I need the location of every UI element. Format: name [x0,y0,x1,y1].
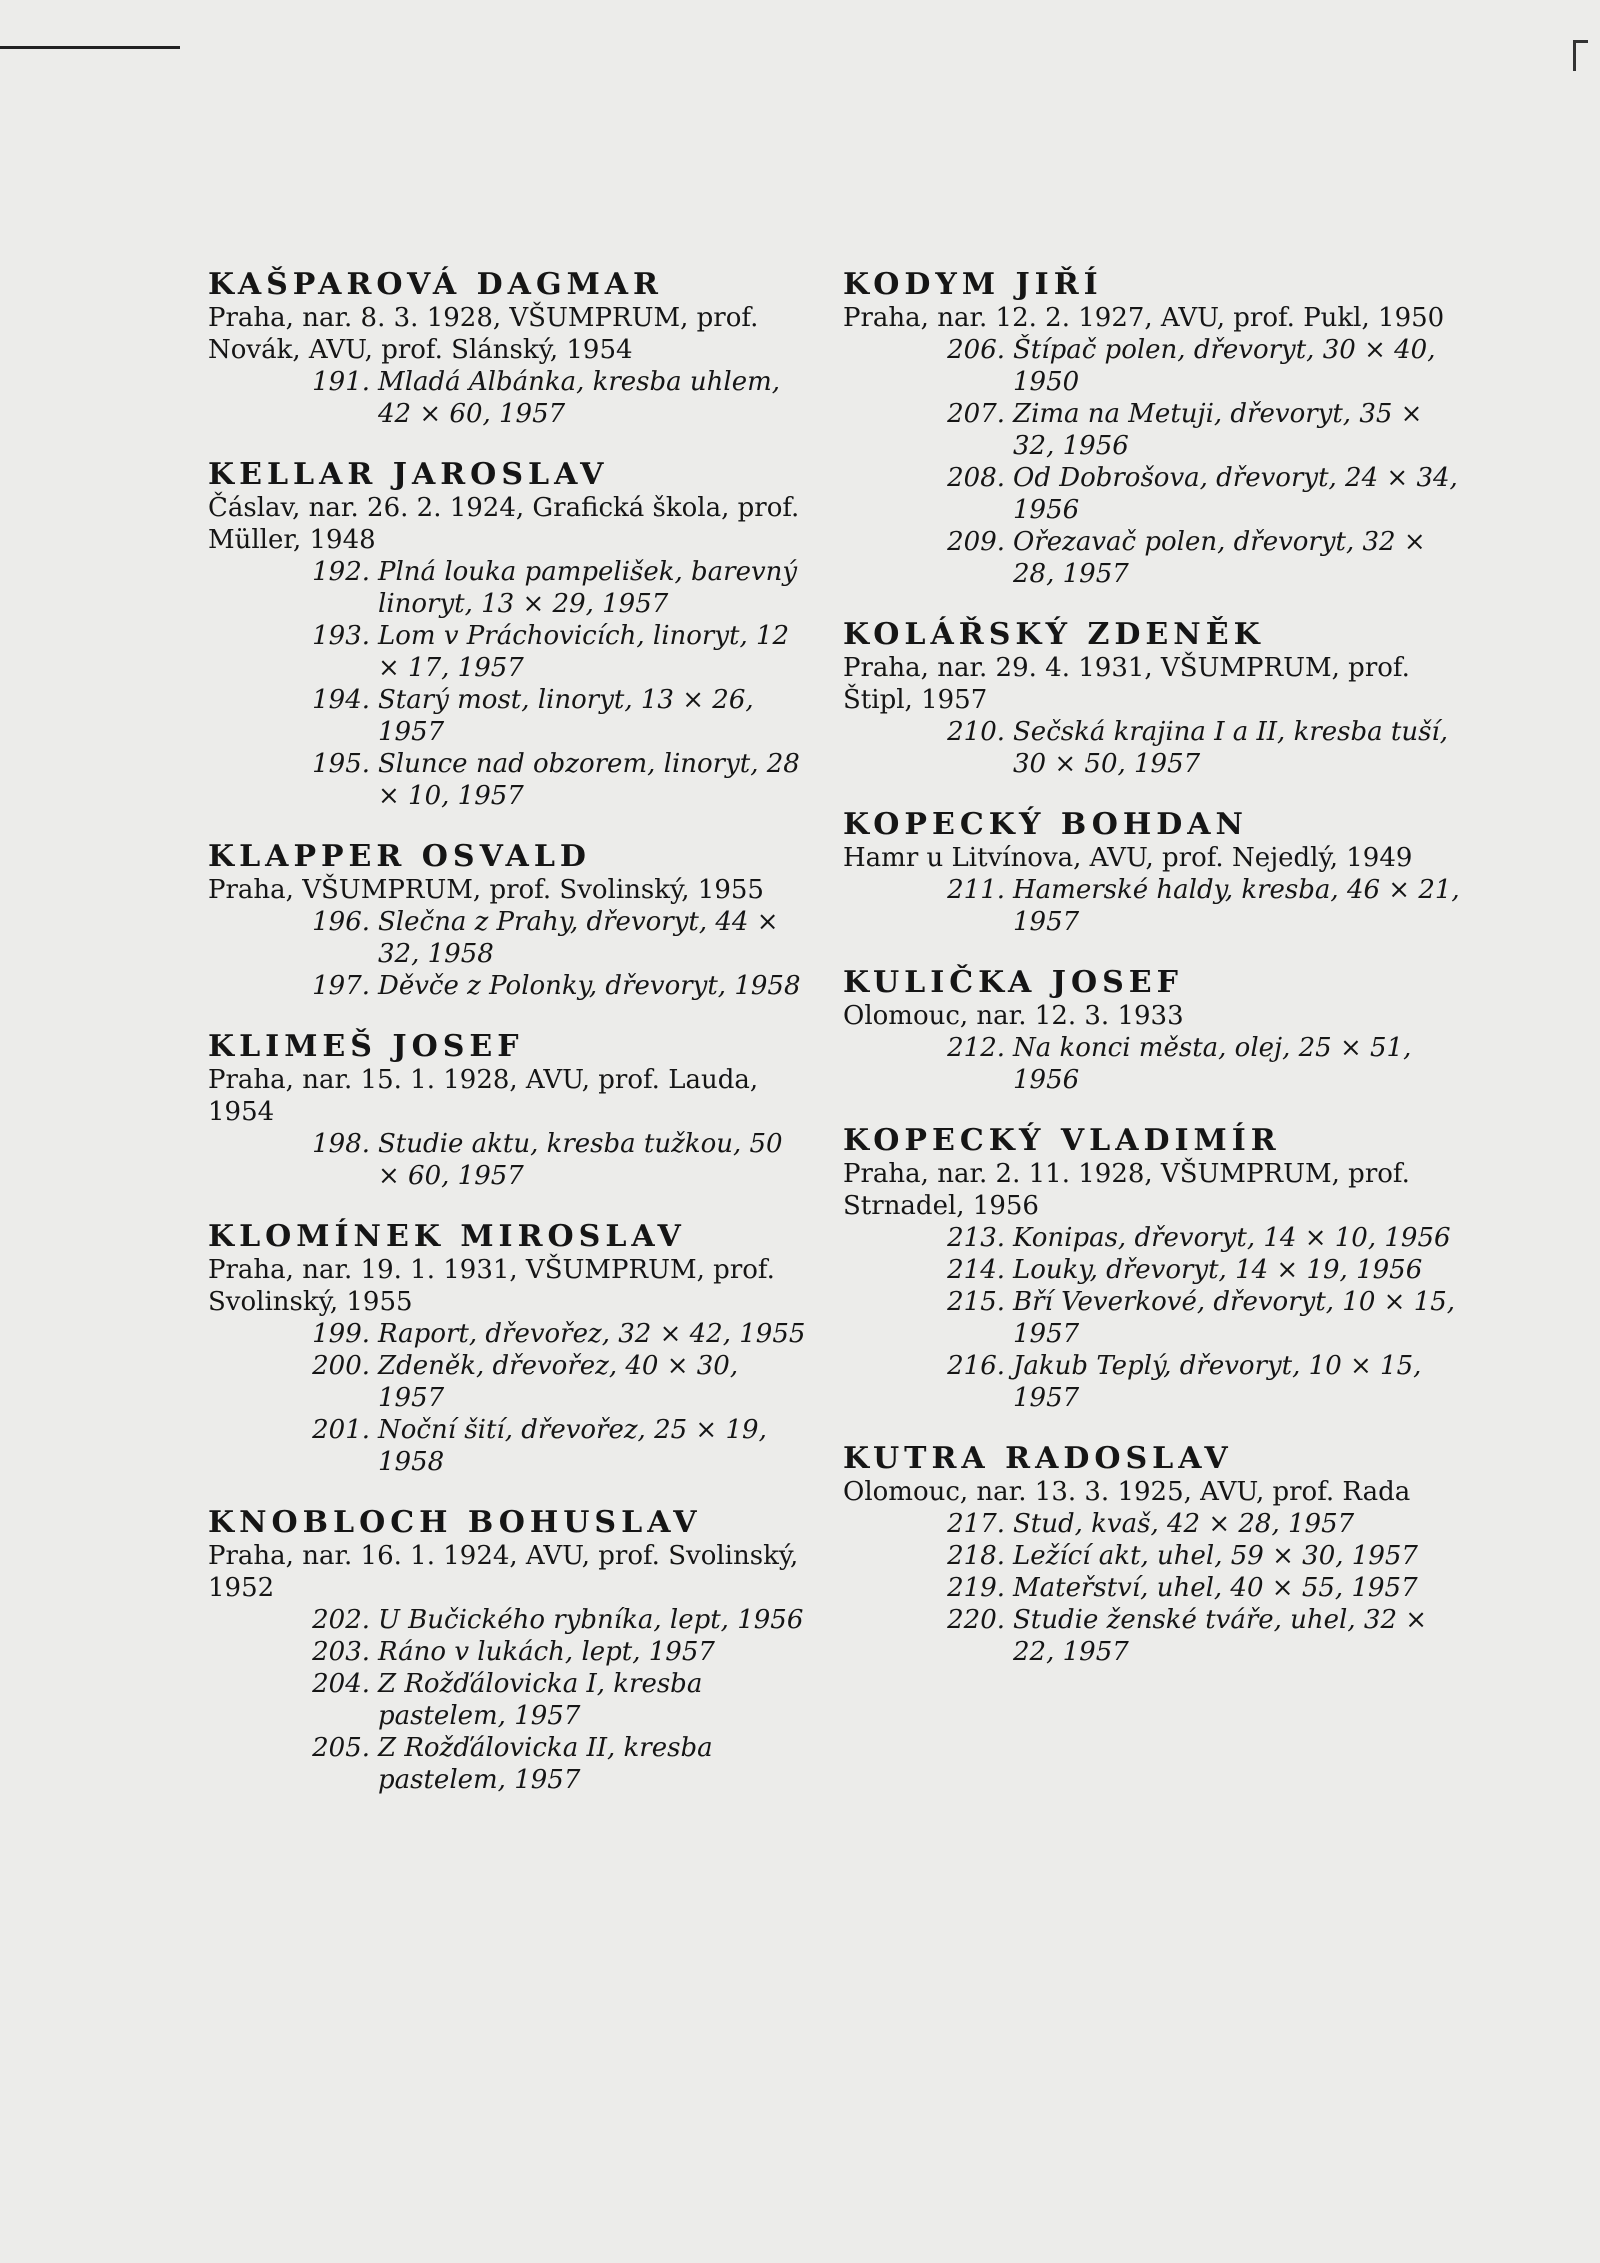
artist-entry [208,840,808,1002]
artwork-number: 213. [947,1223,1005,1253]
artwork-description: Stud, kvaš, 42 × 28, 1957 [1013,1509,1355,1539]
artist-name: KAŠPAROVÁ DAGMAR [208,267,663,302]
artwork-item [208,1414,808,1478]
artwork-item [843,1604,1463,1668]
artwork-item [208,1636,808,1668]
artwork-number: 214. [947,1255,1005,1285]
artwork-item [843,874,1463,938]
artwork-description: Hamerské haldy, kresba, 46 × 21, 1957 [1013,875,1460,937]
artwork-description: Bří Veverkové, dřevoryt, 10 × 15, 1957 [1013,1287,1456,1349]
artwork-item [843,1254,1463,1286]
artwork-item [208,1604,808,1636]
artist-bio: Praha, VŠUMPRUM, prof. Svolinský, 1955 [208,875,764,905]
artwork-description: Mladá Albánka, kresba uhlem, 42 × 60, 1957 [378,367,781,429]
catalog-column-right [843,268,1463,1696]
artist-name: KELLAR JAROSLAV [208,457,609,492]
artwork-item [208,748,808,812]
artwork-description: Zima na Metuji, dřevoryt, 35 × 32, 1956 [1013,399,1423,461]
artist-name: KNOBLOCH BOHUSLAV [208,1505,702,1540]
artwork-number: 220. [947,1605,1005,1635]
artist-bio: Praha, nar. 2. 11. 1928, VŠUMPRUM, prof. Strnadel, 1956 [843,1159,1410,1221]
artwork-number: 193. [312,621,370,651]
artwork-number: 212. [947,1033,1005,1063]
artist-name: KLAPPER OSVALD [208,839,591,874]
artwork-number: 215. [947,1287,1005,1317]
artist-bio: Praha, nar. 19. 1. 1931, VŠUMPRUM, prof. Svolinský, 1955 [208,1255,775,1317]
artist-entry [843,808,1463,938]
artwork-item [208,970,808,1002]
artist-name: KLOMÍNEK MIROSLAV [208,1219,686,1254]
artwork-item [208,620,808,684]
artist-entry [208,458,808,812]
artwork-item [208,1668,808,1732]
artist-entry [208,1220,808,1478]
artwork-item [843,1032,1463,1096]
artwork-description: Slunce nad obzorem, linoryt, 28 × 10, 1957 [378,749,800,811]
artwork-number: 199. [312,1319,370,1349]
artist-entry [208,1030,808,1192]
artwork-item [843,1572,1463,1604]
artwork-description: Štípač polen, dřevoryt, 30 × 40, 1950 [1013,335,1436,397]
artwork-description: Děvče z Polonky, dřevoryt, 1958 [378,971,801,1001]
artwork-number: 194. [312,685,370,715]
artwork-number: 191. [312,367,370,397]
artwork-number: 216. [947,1351,1005,1381]
artist-bio: Praha, nar. 8. 3. 1928, VŠUMPRUM, prof. Novák, AVU, prof. Slánský, 1954 [208,303,759,365]
artist-entry [208,268,808,430]
artwork-item [843,1286,1463,1350]
artwork-item [843,1508,1463,1540]
artwork-description: Z Rožďálovicka I, kresba pastelem, 1957 [378,1669,703,1731]
artwork-number: 207. [947,399,1005,429]
artwork-number: 210. [947,717,1005,747]
artwork-number: 218. [947,1541,1005,1571]
artwork-item [843,526,1463,590]
artwork-number: 206. [947,335,1005,365]
artwork-description: Na konci města, olej, 25 × 51, 1956 [1013,1033,1412,1095]
artwork-item [208,1732,808,1796]
artwork-number: 203. [312,1637,370,1667]
artwork-description: Starý most, linoryt, 13 × 26, 1957 [378,685,754,747]
artwork-description: Sečská krajina I a II, kresba tuší, 30 × 50, 1957 [1013,717,1449,779]
page-edge-line [0,46,180,49]
artist-entry [843,268,1463,590]
artwork-number: 211. [947,875,1005,905]
artist-name: KOLÁŘSKÝ ZDENĚK [843,617,1265,652]
artwork-description: Ležící akt, uhel, 59 × 30, 1957 [1013,1541,1418,1571]
artwork-number: 204. [312,1669,370,1699]
artist-entry [208,1506,808,1796]
artist-entry [843,1124,1463,1414]
artist-bio: Praha, nar. 15. 1. 1928, AVU, prof. Lauda, 1954 [208,1065,759,1127]
artist-name: KOPECKÝ BOHDAN [843,807,1248,842]
artwork-item [843,716,1463,780]
artwork-description: U Bučického rybníka, lept, 1956 [378,1605,804,1635]
artwork-description: Mateřství, uhel, 40 × 55, 1957 [1013,1573,1418,1603]
artist-name: KLIMEŠ JOSEF [208,1029,524,1064]
artwork-item [208,366,808,430]
artwork-item [843,1540,1463,1572]
artwork-number: 195. [312,749,370,779]
artwork-description: Noční šití, dřevořez, 25 × 19, 1958 [378,1415,767,1477]
artwork-description: Studie aktu, kresba tužkou, 50 × 60, 1957 [378,1129,783,1191]
artwork-description: Z Rožďálovicka II, kresba pastelem, 1957 [378,1733,713,1795]
page-corner-mark [1573,40,1588,71]
artwork-number: 202. [312,1605,370,1635]
artwork-description: Slečna z Prahy, dřevoryt, 44 × 32, 1958 [378,907,779,969]
artwork-item [843,462,1463,526]
artwork-number: 192. [312,557,370,587]
artwork-item [208,1128,808,1192]
artwork-description: Ráno v lukách, lept, 1957 [378,1637,715,1667]
artwork-number: 217. [947,1509,1005,1539]
artwork-description: Ořezavač polen, dřevoryt, 32 × 28, 1957 [1013,527,1426,589]
artist-bio: Olomouc, nar. 13. 3. 1925, AVU, prof. Rada [843,1477,1411,1507]
catalog-column-left [208,268,808,1824]
artwork-number: 200. [312,1351,370,1381]
artwork-description: Lom v Práchovicích, linoryt, 12 × 17, 1957 [378,621,790,683]
artist-entry [843,1442,1463,1668]
artist-bio: Olomouc, nar. 12. 3. 1933 [843,1001,1184,1031]
artwork-item [208,556,808,620]
artwork-item [843,1222,1463,1254]
artwork-number: 198. [312,1129,370,1159]
artwork-item [208,1350,808,1414]
artist-bio: Čáslav, nar. 26. 2. 1924, Grafická škola, prof. Müller, 1948 [208,493,800,555]
artwork-item [843,398,1463,462]
artwork-description: Konipas, dřevoryt, 14 × 10, 1956 [1013,1223,1451,1253]
artwork-number: 205. [312,1733,370,1763]
artist-entry [843,966,1463,1096]
artwork-number: 209. [947,527,1005,557]
artist-name: KULIČKA JOSEF [843,965,1183,1000]
artist-name: KOPECKÝ VLADIMÍR [843,1123,1281,1158]
artwork-number: 219. [947,1573,1005,1603]
artist-bio: Praha, nar. 12. 2. 1927, AVU, prof. Pukl, 1950 [843,303,1445,333]
artwork-item [843,334,1463,398]
artwork-description: Od Dobrošova, dřevoryt, 24 × 34, 1956 [1013,463,1458,525]
artwork-description: Louky, dřevoryt, 14 × 19, 1956 [1013,1255,1423,1285]
artwork-number: 208. [947,463,1005,493]
artist-bio: Hamr u Litvínova, AVU, prof. Nejedlý, 1949 [843,843,1413,873]
artwork-description: Plná louka pampelišek, barevný linoryt, 13 × 29, 1957 [378,557,798,619]
artwork-number: 197. [312,971,370,1001]
artist-name: KODYM JIŘÍ [843,267,1103,302]
artwork-number: 196. [312,907,370,937]
artist-name: KUTRA RADOSLAV [843,1441,1233,1476]
artwork-item [208,1318,808,1350]
artwork-description: Zdeněk, dřevořez, 40 × 30, 1957 [378,1351,739,1413]
artwork-description: Studie ženské tváře, uhel, 32 × 22, 1957 [1013,1605,1428,1667]
artwork-description: Jakub Teplý, dřevoryt, 10 × 15, 1957 [1013,1351,1422,1413]
artwork-item [208,684,808,748]
artwork-item [843,1350,1463,1414]
artist-bio: Praha, nar. 16. 1. 1924, AVU, prof. Svolinský, 1952 [208,1541,799,1603]
artwork-number: 201. [312,1415,370,1445]
artwork-description: Raport, dřevořez, 32 × 42, 1955 [378,1319,806,1349]
artist-bio: Praha, nar. 29. 4. 1931, VŠUMPRUM, prof. Štipl, 1957 [843,653,1410,715]
artist-entry [843,618,1463,780]
artwork-item [208,906,808,970]
